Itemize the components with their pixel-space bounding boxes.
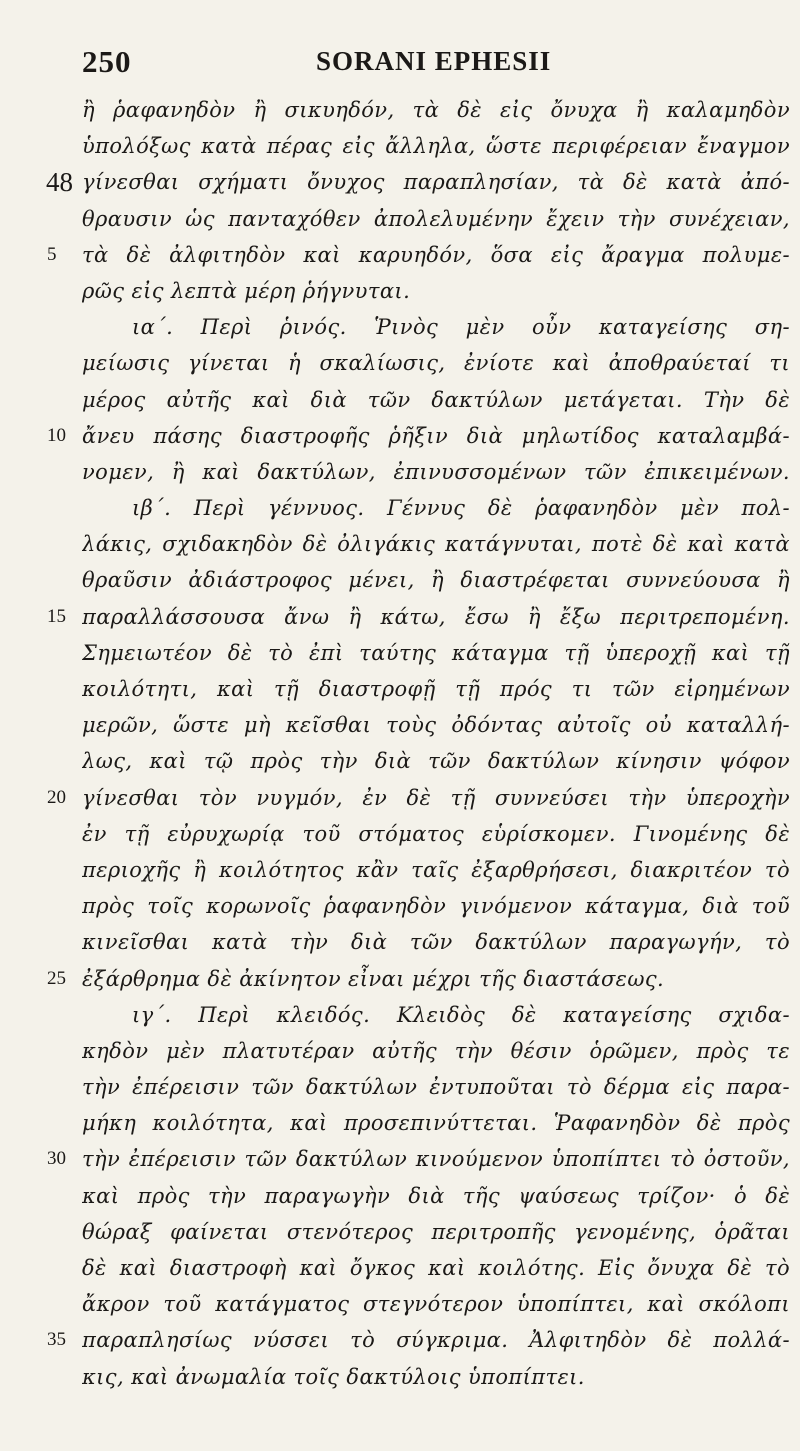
line-text: ἢ ῥαφανηδὸν ἢ σικυηδόν, τὰ δὲ εἰς ὄνυχα ἢ καλαμηδὸν	[82, 98, 790, 122]
text-line	[0, 1178, 800, 1214]
line-text: ἄνευ πάσης διαστροφῆς ῥῆξιν διὰ μηλωτίδος καταλαμβά-	[82, 423, 790, 448]
text-line	[0, 490, 800, 526]
line-number: 20	[47, 786, 66, 808]
line-text: ἐξάρθρημα δὲ ἀκίνητον εἶναι μέχρι τῆς διαστάσεως.	[82, 966, 665, 991]
text-line	[0, 816, 800, 852]
text-line	[0, 743, 800, 779]
line-text: μερῶν, ὥστε μὴ κεῖσθαι τοὺς ὀδόντας αὐτοῖς οὐ καταλλή-	[82, 713, 790, 738]
line-text: ἄκρον τοῦ κατάγματος στεγνότερον ὑποπίπτει, καὶ σκόλοπι	[82, 1292, 790, 1317]
text-line	[0, 454, 800, 490]
line-number: 35	[47, 1329, 66, 1351]
line-text: μέρος αὐτῆς καὶ διὰ τῶν δακτύλων μετάγεται. Τὴν δὲ	[82, 387, 790, 412]
line-text: ρῶς εἰς λεπτὰ μέρη ῥήγνυται.	[82, 278, 411, 303]
page-number: 250	[82, 44, 132, 79]
line-text: θώραξ φαίνεται στενότερος περιτροπῆς γενομένης, ὁρᾶται	[82, 1219, 790, 1244]
text-line	[0, 237, 800, 273]
text-line	[0, 92, 800, 128]
text-line	[0, 1033, 800, 1069]
line-text: θραῦσιν ἀδιάστροφος μένει, ἢ διαστρέφεται συννεύουσα ἢ	[82, 568, 790, 593]
line-text: νομεν, ἢ καὶ δακτύλων, ἐπινυσσομένων τῶν ἐπικειμένων.	[82, 459, 790, 484]
text-line	[0, 997, 800, 1033]
text-line	[0, 418, 800, 454]
line-text: θραυσιν ὡς πανταχόθεν ἀπολελυμένην ἔχειν τὴν συνέχειαν,	[82, 206, 790, 231]
line-text: μείωσις γίνεται ἡ σκαλίωσις, ἐνίοτε καὶ ἀποθραύεταί τι	[82, 351, 790, 376]
line-text: γίνεσθαι σχήματι ὄνυχος παραπλησίαν, τὰ δὲ κατὰ ἀπό-	[82, 170, 790, 195]
text-line	[0, 780, 800, 816]
line-text: καὶ πρὸς τὴν παραγωγὴν διὰ τῆς ψαύσεως τρίζον· ὁ δὲ	[82, 1183, 790, 1208]
line-text: λάκις, σχιδακηδὸν δὲ ὀλιγάκις κατάγνυται, ποτὲ δὲ καὶ κατὰ	[82, 532, 790, 557]
text-block	[0, 92, 800, 1395]
text-line	[0, 1141, 800, 1177]
line-text: ιβ΄. Περὶ γέννυος. Γέννυς δὲ ῥαφανηδὸν μὲν πολ-	[132, 496, 790, 521]
text-line	[0, 345, 800, 381]
line-text: ιγ΄. Περὶ κλειδός. Κλειδὸς δὲ καταγείσης σχιδα-	[132, 1002, 790, 1027]
line-text: λως, καὶ τῷ πρὸς τὴν διὰ τῶν δακτύλων κίνησιν ψόφον	[82, 749, 790, 774]
text-line	[0, 1214, 800, 1250]
line-text: τὴν ἐπέρεισιν τῶν δακτύλων κινούμενον ὑποπίπτει τὸ ὀστοῦν,	[82, 1147, 790, 1172]
line-text: κινεῖσθαι κατὰ τὴν διὰ τῶν δακτύλων παραγωγήν, τὸ	[82, 930, 790, 955]
line-text: περιοχῆς ἢ κοιλότητος κἂν ταῖς ἐξαρθρήσεσι, διακριτέον τὸ	[82, 857, 790, 882]
text-line	[0, 1250, 800, 1286]
text-line	[0, 635, 800, 671]
text-line	[0, 1286, 800, 1322]
line-text: παραλλάσσουσα ἄνω ἢ κάτω, ἔσω ἢ ἔξω περιτρεπομένη.	[82, 604, 790, 629]
text-line	[0, 852, 800, 888]
text-line	[0, 599, 800, 635]
line-text: ια΄. Περὶ ῥινός. Ῥινὸς μὲν οὖν καταγείσης ση-	[132, 315, 790, 340]
line-number: 48	[46, 167, 73, 198]
text-line	[0, 164, 800, 200]
line-text: Σημειωτέον δὲ τὸ ἐπὶ ταύτης κάταγμα τῇ ὑπεροχῇ καὶ τῇ	[82, 640, 790, 665]
line-text: δὲ καὶ διαστροφὴ καὶ ὄγκος καὶ κοιλότης. Εἰς ὄνυχα δὲ τὸ	[82, 1256, 790, 1280]
line-text: τὰ δὲ ἀλφιτηδὸν καὶ καρυηδόν, ὅσα εἰς ἄραγμα πολυμε-	[82, 242, 790, 267]
text-line	[0, 671, 800, 707]
page-header	[70, 44, 740, 88]
line-text: παραπλησίως νύσσει τὸ σύγκριμα. Ἀλφιτηδὸν δὲ πολλά-	[82, 1328, 790, 1353]
running-title: SORANI EPHESII	[316, 46, 552, 76]
text-line	[0, 273, 800, 309]
line-text: ἐν τῇ εὐρυχωρίᾳ τοῦ στόματος εὑρίσκομεν. Γινομένης δὲ	[82, 821, 790, 846]
line-text: κοιλότητι, καὶ τῇ διαστροφῇ τῇ πρός τι τῶν εἰρημένων	[82, 677, 790, 701]
line-number: 10	[47, 424, 66, 446]
text-line	[0, 1359, 800, 1395]
text-line	[0, 924, 800, 960]
text-line	[0, 1105, 800, 1141]
text-line	[0, 128, 800, 164]
line-number: 15	[47, 605, 66, 627]
line-text: κηδὸν μὲν πλατυτέραν αὐτῆς τὴν θέσιν ὁρῶμεν, πρὸς τε	[82, 1038, 790, 1063]
text-line	[0, 382, 800, 418]
line-text: ὑπολόξως κατὰ πέρας εἰς ἄλληλα, ὥστε περιφέρειαν ἔναγμον	[82, 134, 790, 159]
line-text: μήκη κοιλότητα, καὶ προσεπινύττεται. Ῥαφανηδὸν δὲ πρὸς	[82, 1111, 790, 1136]
line-number: 5	[47, 243, 57, 265]
text-line	[0, 707, 800, 743]
line-number: 25	[47, 967, 66, 989]
text-line	[0, 201, 800, 237]
text-line	[0, 1069, 800, 1105]
line-text: πρὸς τοῖς κορωνοῖς ῥαφανηδὸν γινόμενον κάταγμα, διὰ τοῦ	[82, 894, 790, 919]
text-line	[0, 961, 800, 997]
text-line	[0, 562, 800, 598]
text-line	[0, 888, 800, 924]
text-line	[0, 526, 800, 562]
line-text: κις, καὶ ἀνωμαλία τοῖς δακτύλοις ὑποπίπτει.	[82, 1364, 585, 1389]
line-text: τὴν ἐπέρεισιν τῶν δακτύλων ἐντυποῦται τὸ δέρμα εἰς παρα-	[82, 1075, 790, 1100]
text-line	[0, 309, 800, 345]
line-number: 30	[47, 1148, 66, 1170]
line-text: γίνεσθαι τὸν νυγμόν, ἐν δὲ τῇ συννεύσει τὴν ὑπεροχὴν	[82, 785, 790, 810]
text-line	[0, 1322, 800, 1358]
